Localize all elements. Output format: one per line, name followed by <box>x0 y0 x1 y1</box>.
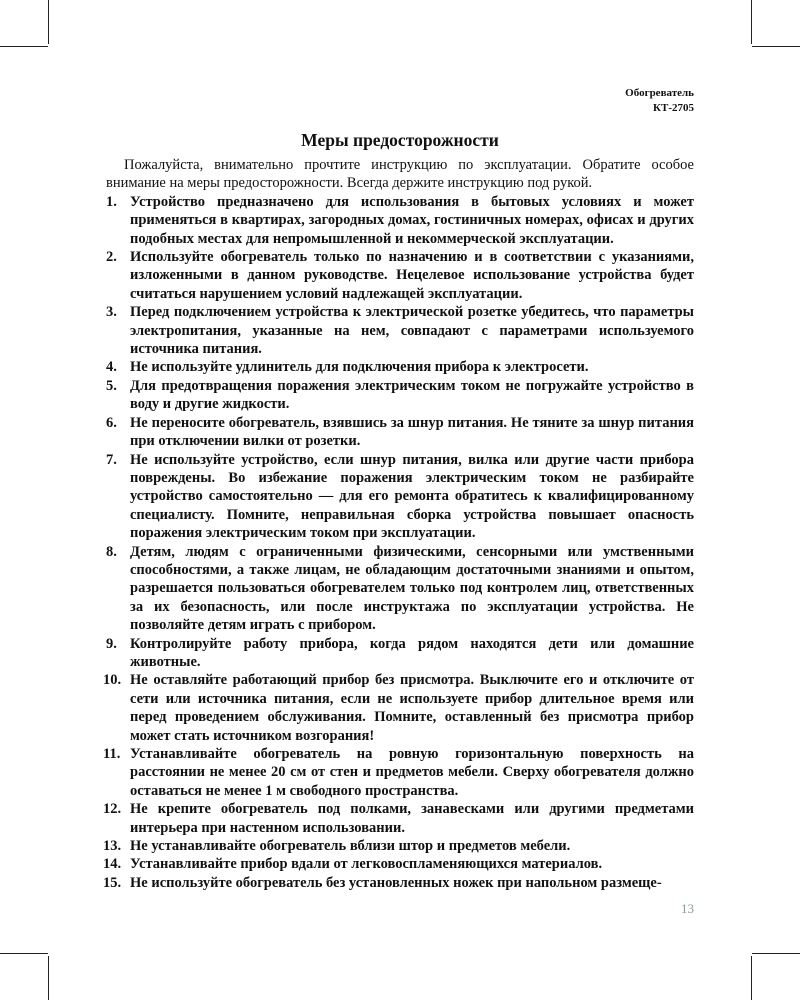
crop-mark-bottom-left-h <box>0 953 48 954</box>
list-item: 1. Устройство предназначено для использования в бытовых условиях и может применяться в квартирах, загородных домах, гостиничных номерах, офисах и других подобных местах для непромышленной и некоммерческой эксплуатации. <box>106 193 694 247</box>
running-header <box>625 86 694 116</box>
crop-mark-bottom-left <box>48 956 49 1000</box>
crop-mark-bottom-right <box>751 956 752 1000</box>
list-item: 5. Для предотвращения поражения электрическим током не погружайте устройство в воду и другие жидкости. <box>106 377 694 413</box>
list-item: 8. Детям, людям с ограниченными физическими, сенсорными или умственными способностями, а также лицам, не обладающим достаточными знаниями и опытом, разрешается пользоваться обогревателем только под контролем лиц, ответственных за их безопасность, или после инструктажа по эксплуатации устройства. Не позволяйте детям играть с прибором. <box>106 543 694 634</box>
crop-mark-top-right <box>751 0 752 44</box>
list-item: 11. Устанавливайте обогреватель на ровную горизонтальную поверхность на расстоянии не менее 20 см от стен и предметов мебели. Сверху обогревателя должно оставаться не менее 1 м свободного пространства. <box>103 746 694 799</box>
list-item: 2. Используйте обогреватель только по назначению и в соответствии с указаниями, изложенными в данном руководстве. Нецелевое использование устройства будет считаться нарушением условий надлежащей эксплуатации. <box>106 249 694 302</box>
precautions-list <box>103 193 694 892</box>
list-item: 15. Не используйте обогреватель без установленных ножек при напольном размеще- <box>103 874 662 891</box>
crop-mark-top-left-h <box>0 46 48 47</box>
page-title: Меры предосторожности <box>301 130 499 150</box>
list-item: 4. Не используйте удлинитель для подключения прибора к электросети. <box>106 359 589 376</box>
list-item: 13. Не устанавливайте обогреватель вблизи штор и предметов мебели. <box>103 838 571 855</box>
crop-mark-top-right-h <box>752 46 800 47</box>
list-item: 10. Не оставляйте работающий прибор без присмотра. Выключите его и отключите от сети или источника питания, если не используете прибор длительное время или перед проведением обслуживания. Помните, оставленный без присмотра прибор может стать источником возгорания! <box>103 672 694 744</box>
list-item: 3. Перед подключением устройства к электрической розетке убедитесь, что параметры электропитания, указанные на нем, совпадают с параметрами используемого источника питания. <box>106 304 694 358</box>
list-item: 14. Устанавливайте прибор вдали от легковоспламеняющихся материалов. <box>103 856 603 873</box>
header-model: КТ-2705 <box>653 102 694 114</box>
list-item: 9. Контролируйте работу прибора, когда рядом находятся дети или домашние животные. <box>106 635 694 670</box>
crop-mark-top-left <box>48 0 49 44</box>
intro-paragraph: Пожалуйста, внимательно прочтите инструкцию по эксплуатации. Обратите особое внимание на меры предосторожности. Всегда держите инструкцию под рукой. <box>106 157 694 192</box>
list-item: 7. Не используйте устройство, если шнур питания, вилка или другие части прибора повреждены. Во избежание поражения электрическим током не разбирайте устройство самостоятельно — для его ремонта обратитесь к квалифицированному специалисту. Помните, неправильная сборка устройства повышает опасность поражения электрическим током при эксплуатации. <box>106 451 694 542</box>
header-product: Обогреватель <box>625 87 694 99</box>
crop-mark-bottom-right-h <box>752 953 800 954</box>
list-item: 6. Не переносите обогреватель, взявшись за шнур питания. Не тяните за шнур питания при отключении вилки от розетки. <box>106 414 694 450</box>
list-item: 12. Не крепите обогреватель под полками, занавесками или другими предметами интерьера при настенном использовании. <box>103 801 694 836</box>
page-number: 13 <box>681 901 694 916</box>
content <box>103 156 694 892</box>
